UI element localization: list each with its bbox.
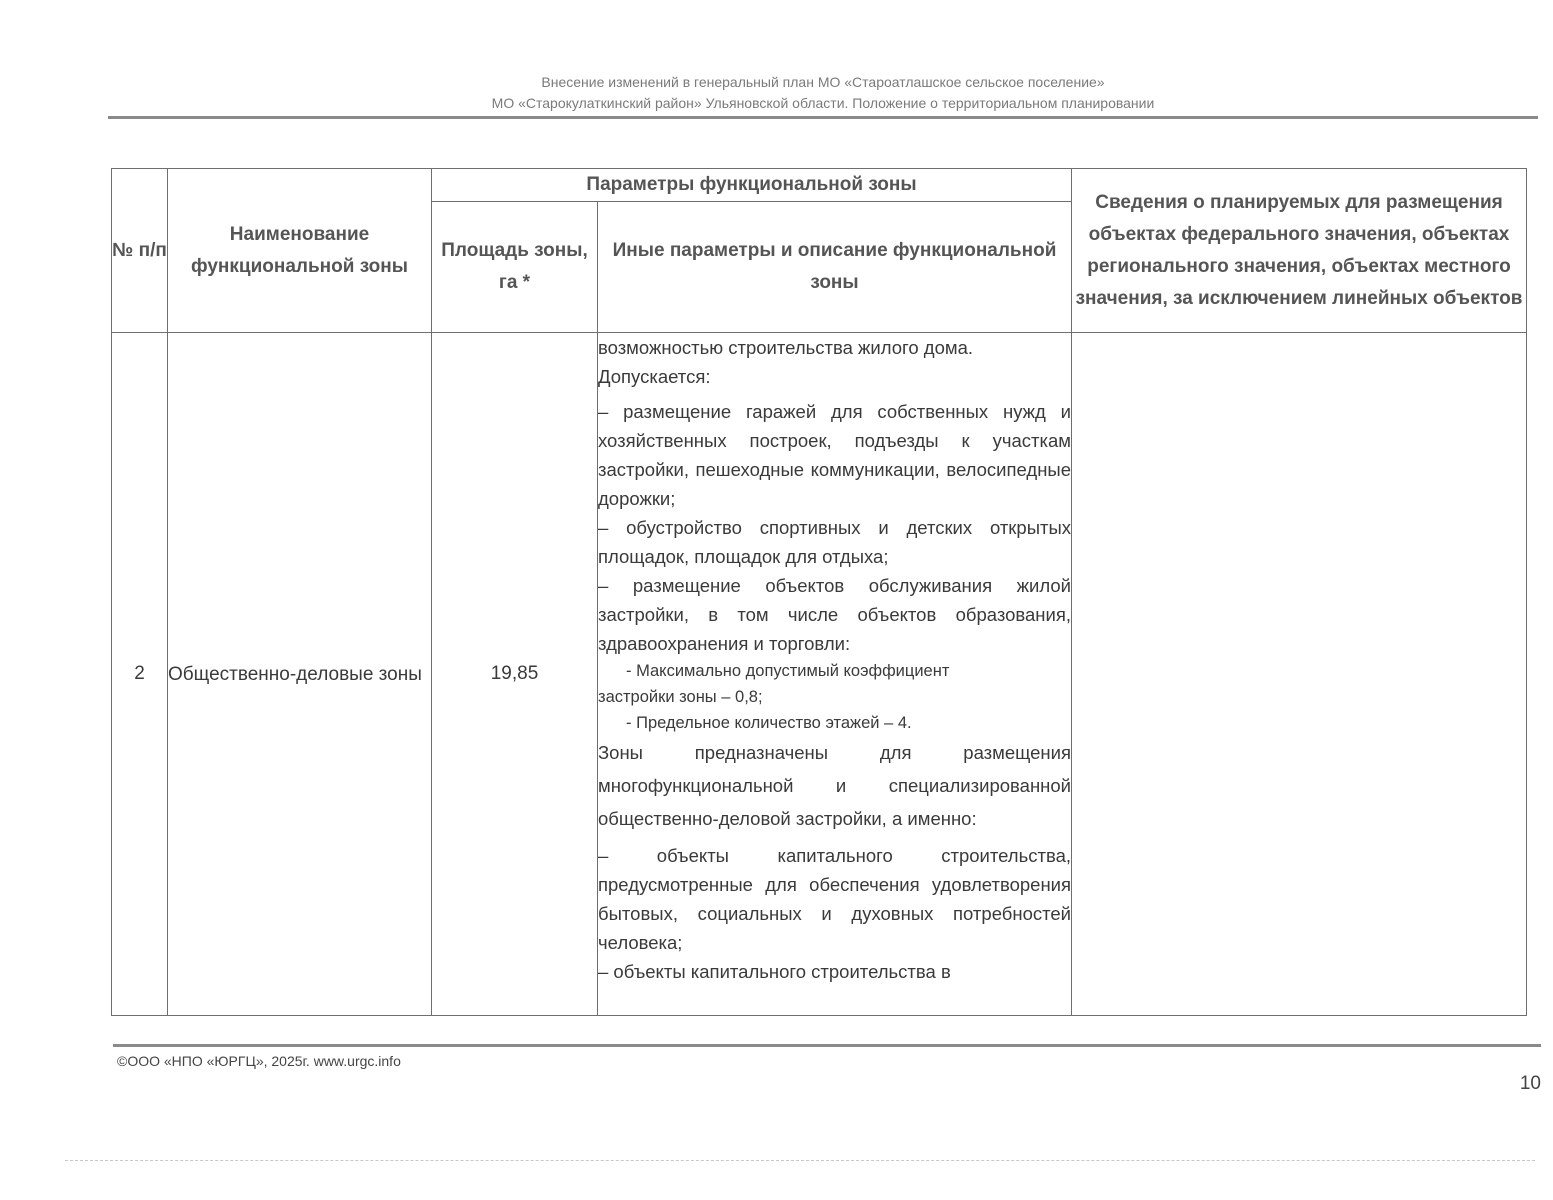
desc-paragraph: – обустройство спортивных и детских открытых площадок, площадок для отдыха; [598,517,1072,567]
row-planned-objects [1072,333,1527,1016]
desc-paragraph: – объекты капитального строительства, предусмотренные для обеспечения удовлетворения бытовых, социальных и духовных потребностей человека; [598,845,1072,953]
desc-paragraph: – размещение гаражей для собственных нужд и хозяйственных построек, подъезды к участкам застройки, пешеходные коммуникации, велосипедные дорожки; [598,401,1072,509]
desc-paragraph: Зоны предназначены для размещения многофункциональной и специализированной общественно-деловой застройки, а именно: [598,742,1072,829]
footer-divider [113,1044,1541,1047]
table-row [112,333,1527,1016]
document-header-line1: Внесение изменений в генеральный план МО «Староатлашское сельское поселение» [541,74,1105,90]
header-other-params: Иные параметры и описание функциональной зоны [598,202,1072,333]
desc-paragraph: Допускается: [598,366,711,387]
row-zone-area: 19,85 [432,333,598,1016]
document-header-line2: МО «Старокулаткинский район» Ульяновской области. Положение о территориальном планировании [491,95,1155,111]
scan-artifact-line [65,1160,1535,1161]
desc-paragraph: – объекты капитального строительства в [598,961,951,982]
row-zone-name: Общественно-деловые зоны [168,333,432,1016]
header-zone-name: Наименование функциональной зоны [168,169,432,333]
functional-zones-table [111,168,1527,1016]
desc-paragraph: – размещение объектов обслуживания жилой застройки, в том числе объектов образования, здравоохранения и торговли: [598,575,1072,654]
header-area: Площадь зоны, га * [432,202,598,333]
footer-copyright: ©ООО «НПО «ЮРГЦ», 2025г. www.urgc.info [117,1053,401,1069]
header-num: № п/п [112,169,168,333]
header-zone-params: Параметры функциональной зоны [432,169,1072,202]
header-planned-objects: Сведения о планируемых для размещения объектах федерального значения, объектах регионального значения, объектах местного значения, за исключением линейных объектов [1072,169,1527,333]
row-zone-description [598,333,1072,1016]
desc-parameter: застройки зоны – 0,8; [598,688,763,706]
page-number: 10 [1519,1073,1541,1094]
header-divider [108,116,1538,119]
row-number: 2 [112,333,168,1016]
desc-parameter: - Предельное количество этажей – 4. [626,714,912,732]
desc-parameter: - Максимально допустимый коэффициент [626,662,950,680]
desc-paragraph: возможностью строительства жилого дома. [598,337,974,358]
